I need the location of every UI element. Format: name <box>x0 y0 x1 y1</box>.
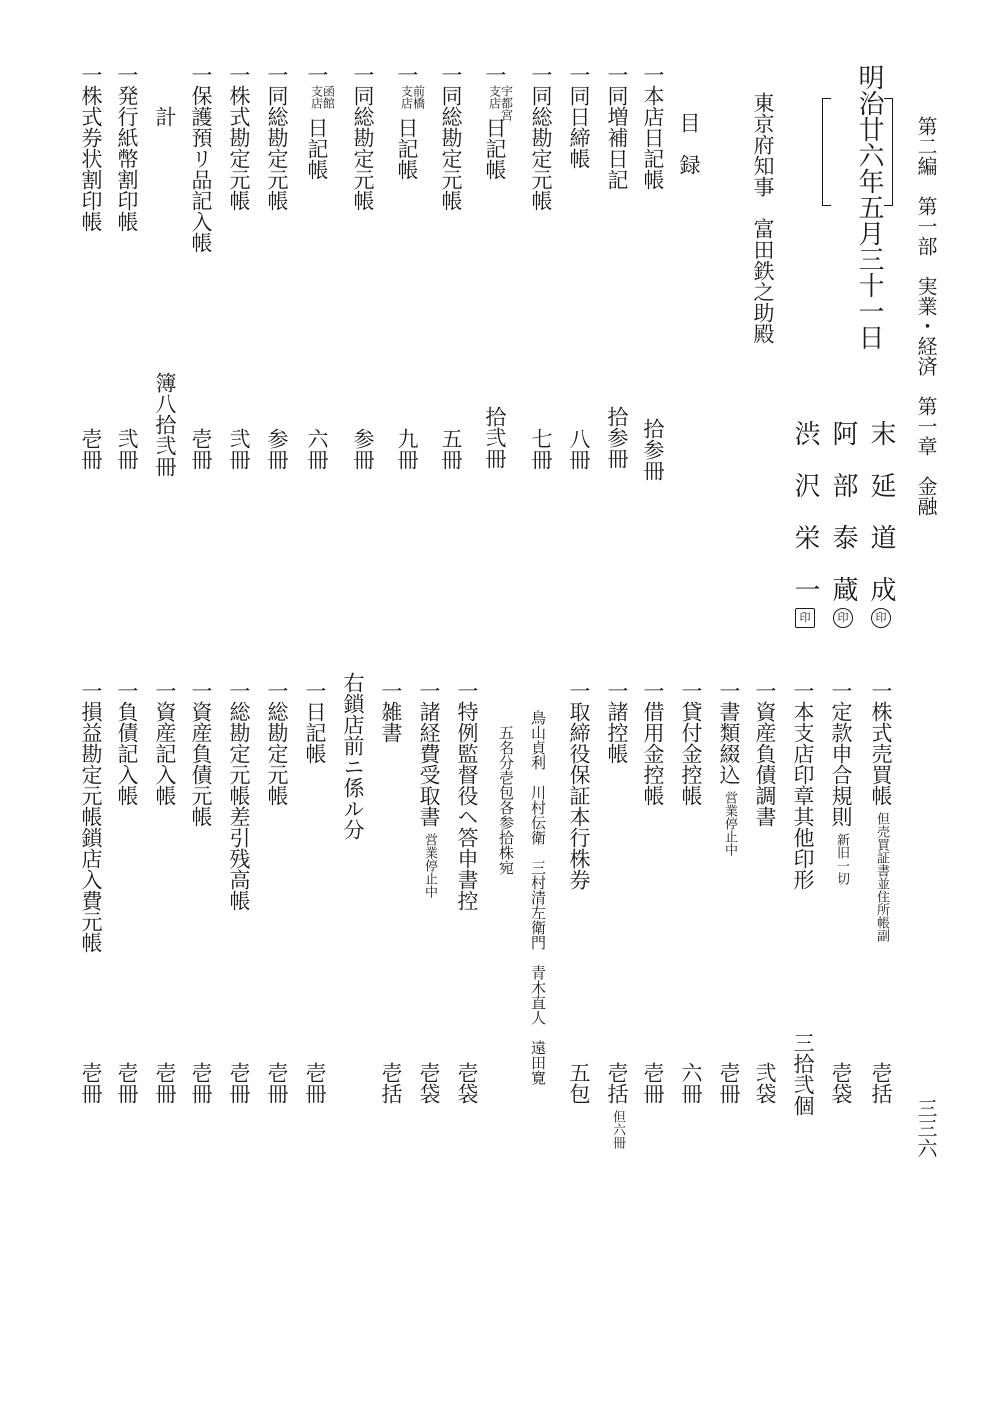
upper-item-title: 一同総勘定元帳 <box>439 64 463 211</box>
upper-item-qty: 七冊 <box>529 428 553 470</box>
addressee <box>752 92 773 344</box>
upper-item-qty: 参冊 <box>351 428 375 470</box>
lower-item-qty: 壱冊 <box>717 1062 741 1104</box>
lower-item-qty: 五包 <box>567 1062 591 1104</box>
era-bracket-left <box>822 98 831 206</box>
branch-name: 宇都宮 支店 <box>487 85 514 121</box>
era-bracket-right <box>884 98 893 206</box>
lower-item-title: 一負債記入帳 <box>115 680 139 806</box>
lower-item-qty: 壱冊 <box>265 1062 289 1104</box>
upper-item-qty: 六冊 <box>305 428 329 470</box>
lower-item-qty: 壱冊 <box>641 1062 665 1104</box>
signer-2 <box>830 420 856 628</box>
upper-item-title: 一株式券状割印帳 <box>79 64 103 232</box>
lower-item-qty: 壱括 <box>869 1062 893 1104</box>
item-note: 新旧一切 <box>834 833 849 885</box>
item-note: 営業停止中 <box>722 791 737 856</box>
upper-item-title: 一 前橋 支店 日記帳 <box>395 64 426 180</box>
upper-item-qty: 九冊 <box>395 428 419 470</box>
lower-item-qty: 壱冊 <box>303 1062 327 1104</box>
upper-item-title: 一同総勘定元帳 <box>351 64 375 211</box>
upper-item-title: 一発行紙幣割印帳 <box>115 64 139 232</box>
branch-name: 函館 支店 <box>309 85 336 109</box>
upper-item-title: 一同総勘定元帳 <box>265 64 289 211</box>
lower-item-title: 一書類綴込営業停止中 <box>717 680 741 856</box>
lower-item-names: 鳥山貞利 川村伝衛 三村清左衛門 青木直人 遠田寛 <box>529 680 547 1085</box>
page-number: 三三六 <box>914 1098 938 1158</box>
item-note: 但売買証書並住所帳副 <box>874 812 889 942</box>
branch-name: 前橋 支店 <box>399 85 426 109</box>
upper-item-qty: 弐冊 <box>115 428 139 470</box>
upper-item-title: 一 函館 支店 日記帳 <box>305 64 336 180</box>
signer-name: 末 延 道 成 <box>866 420 896 602</box>
lower-section-heading: 右鎖店前ニ係ル分 <box>341 672 365 840</box>
lower-item-title: 一諸控帳 <box>605 680 629 764</box>
signer-1 <box>868 420 894 628</box>
lower-item-title: 一資産記入帳 <box>153 680 177 806</box>
lower-item-title: 一損益勘定元帳鎖店入費元帳 <box>79 680 103 953</box>
upper-item-title: 一同総勘定元帳 <box>529 64 553 211</box>
lower-item-title: 一株式売買帳但売買証書並住所帳副 <box>869 680 893 942</box>
lower-item-title: 一貸付金控帳 <box>679 680 703 806</box>
seal-icon: 印 <box>833 608 853 628</box>
lower-item-title: 一諸経費受取書営業停止中 <box>417 680 441 898</box>
lower-item-qty: 壱冊 <box>189 1062 213 1104</box>
lower-item-qty: 壱袋 <box>417 1062 441 1104</box>
qty-note: 但六冊 <box>610 1110 625 1149</box>
addressee-name: 富田鉄之助殿 <box>751 218 775 344</box>
upper-item-qty: 五冊 <box>439 428 463 470</box>
lower-item-title: 一資産負債調書 <box>753 680 777 827</box>
lower-item-qty: 壱冊 <box>115 1062 139 1104</box>
signer-name: 阿 部 泰 蔵 <box>828 420 858 602</box>
upper-item-qty: 参冊 <box>265 428 289 470</box>
upper-total-qty: 簿八拾弐冊 <box>153 372 177 477</box>
date-era: 明治 <box>854 64 884 116</box>
upper-item-title: 一同増補日記 <box>605 64 629 190</box>
lower-item-qty: 壱括 <box>379 1062 403 1104</box>
running-title: 第二編 第一部 実業・経済 第一章 金融 <box>914 116 938 516</box>
upper-item-qty: 壱冊 <box>189 428 213 470</box>
seal-icon: 印 <box>871 608 891 628</box>
lower-item-qty: 三拾弐個 <box>791 1032 815 1116</box>
mokuroku-heading: 目 録 <box>677 112 701 175</box>
lower-item-names-note: 五名分壱包各参拾株宛 <box>497 680 515 875</box>
upper-item-qty: 八冊 <box>567 428 591 470</box>
seal-icon: 印 <box>795 608 815 628</box>
lower-item-title: 一定款申合規則新旧一切 <box>829 680 853 885</box>
upper-item-title: 一株式勘定元帳 <box>227 64 251 211</box>
lower-item-qty: 壱括但六冊 <box>605 1062 629 1149</box>
upper-item-title: 一 宇都宮 支店 日記帳 <box>483 64 514 180</box>
upper-item-qty: 壱冊 <box>79 428 103 470</box>
upper-total-label: 計 <box>153 64 177 127</box>
lower-item-qty: 六冊 <box>679 1062 703 1104</box>
lower-item-title: 一借用金控帳 <box>641 680 665 806</box>
item-note: 営業停止中 <box>422 833 437 898</box>
upper-item-title: 一同日締帳 <box>567 64 591 169</box>
letter-date <box>856 64 882 350</box>
lower-item-title: 一取締役保証本行株券 <box>567 680 591 890</box>
addressee-title: 東京府知事 <box>751 92 775 197</box>
lower-item-title: 一雑書 <box>379 680 403 743</box>
lower-item-qty: 壱袋 <box>455 1062 479 1104</box>
lower-item-title: 一資産負債元帳 <box>189 680 213 827</box>
lower-item-qty: 壱冊 <box>227 1062 251 1104</box>
date-rest: 廿六年五月三十一日 <box>854 116 884 350</box>
signer-3 <box>792 420 818 628</box>
lower-item-qty: 壱冊 <box>153 1062 177 1104</box>
lower-item-title: 一日記帳 <box>303 680 327 764</box>
upper-item-title: 一保護預リ品記入帳 <box>189 64 213 253</box>
lower-item-qty: 弐袋 <box>753 1062 777 1104</box>
upper-item-qty: 拾参冊 <box>605 406 629 469</box>
lower-item-title: 一特例監督役ヘ答申書控 <box>455 680 479 911</box>
upper-item-qty: 拾弐冊 <box>483 406 507 469</box>
upper-item-qty: 拾参冊 <box>641 418 665 481</box>
lower-item-title: 一本支店印章其他印形 <box>791 680 815 890</box>
upper-item-qty: 弐冊 <box>227 428 251 470</box>
signer-name: 渋 沢 栄 一 <box>790 420 820 602</box>
lower-item-qty: 壱冊 <box>79 1062 103 1104</box>
lower-item-title: 一総勘定元帳差引残高帳 <box>227 680 251 911</box>
lower-item-title: 一総勘定元帳 <box>265 680 289 806</box>
upper-item-title: 一本店日記帳 <box>641 64 665 190</box>
lower-item-qty: 壱袋 <box>829 1062 853 1104</box>
